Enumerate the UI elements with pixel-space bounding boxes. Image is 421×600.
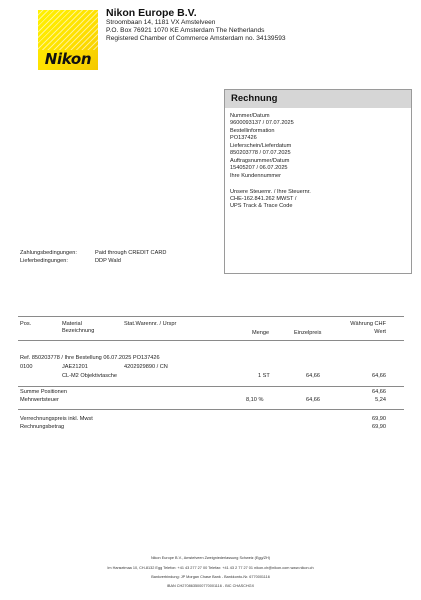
col-header-quantity: Menge [252,330,270,336]
delivery-terms-value: DDP Wald [95,258,121,264]
col-header-currency-text: Währung CHF [350,321,386,327]
company-address-line: P.O. Box 76921 1070 KE Amsterdam The Netherlands [106,27,265,34]
footer-company-line: Nikon Europe B.V., Amstelveen Zweigniederlassung Schweiz (Egg/ZH) [150,556,271,560]
col-header-unit-price: Einzelpreis [294,330,322,336]
item-quantity: 1 ST [258,373,270,379]
table-header-rule [18,340,404,341]
col-header-designation: Bezeichnung [62,328,95,334]
footer-bank-line: Bankverbindung: JP Morgan Chase Bank - Bankkonto-Nr. 6770001116 [151,575,270,579]
delivery-note-label: Lieferschein/Lieferdatum [230,143,292,149]
invoice-amount-label: Rechnungsbetrag [20,424,65,430]
delivery-note-value: 850203778 / 07.07.2025 [230,150,291,156]
tracking-code-label: UPS Track & Trace Code [230,203,293,209]
logo-text: Nikon [44,50,92,68]
col-header-value: Wert [374,329,386,335]
col-header-stat: Stat.Warennr. / Urspr [124,321,177,327]
payment-terms-label: Zahlungsbedingungen: [20,250,77,256]
customer-number-label: Ihre Kundennummer [230,173,281,179]
logo-stripes [38,10,98,50]
col-header-pos: Pos. [20,321,32,327]
table-top-rule [18,316,404,317]
reference-line: Ref. 850203778 / Ihre Bestellung 06.07.2025 PO137426 [20,355,160,361]
order-info-value: PO137426 [230,135,257,141]
vat-rate: 8,10 % [246,397,264,403]
item-value: 64,66 [372,373,386,379]
col-header-material: Material [62,321,82,327]
order-number-label: Auftragsnummer/Datum [230,158,290,164]
delivery-terms-label: Lieferbedingungen: [20,258,68,264]
company-name: Nikon Europe B.V. [106,7,197,19]
item-pos: 0100 [20,364,33,370]
item-designation: CL-M2 Objektivtasche [62,373,118,379]
totals-top-rule [18,386,404,387]
totals-mid-rule [18,409,404,410]
company-address-line: Stroombaan 14, 1181 VX Amstelveen [106,19,216,26]
tax-number-value: CHE-162.841.262 MWST / [230,196,297,202]
footer-contact-line: Im Hanselmaa 10, CH-8132 Egg Telefon: +41 43 277 27 00 Telefax: +41 43 2 77 27 01 nikon.ch@nikon.com www.nikon.ch [107,566,314,570]
sum-positions-label: Summe Positionen [20,389,67,395]
order-number-value: 15405207 / 06.07.2025 [230,165,288,171]
item-material: JAE21201 [62,364,88,370]
footer-iban-line: IBAN CH2708635000770001116 - BIC CHASCHGX [166,584,255,588]
nikon-logo [38,10,98,70]
company-registration-line: Registered Chamber of Commerce Amsterdam no. 34139593 [106,35,286,42]
invoice-box-header [225,90,411,108]
invoice-info-box [224,89,412,274]
vat-value: 5,24 [375,397,386,403]
invoice-amount-value: 69,90 [372,424,386,430]
vat-base: 64,66 [306,397,320,403]
item-stat-number: 4202929890 / CN [124,364,168,370]
payment-terms-value: Paid through CREDIT CARD [95,250,167,256]
sum-positions-value: 64,66 [372,389,386,395]
invoice-number-value: 9600093137 / 07.07.2025 [230,120,294,126]
item-unit-price: 64,66 [306,373,320,379]
invoice-number-label: Nummer/Datum [230,113,270,119]
tax-number-label: Unsere Steuernr. / Ihre Steuernr. [230,189,311,195]
gross-price-value: 69,90 [372,416,386,422]
invoice-title: Rechnung [231,93,278,104]
order-info-label: Bestellinformation [230,128,275,134]
vat-label: Mehrwertsteuer [20,397,59,403]
gross-price-label: Verrechnungspreis inkl. Mwst [20,416,93,422]
